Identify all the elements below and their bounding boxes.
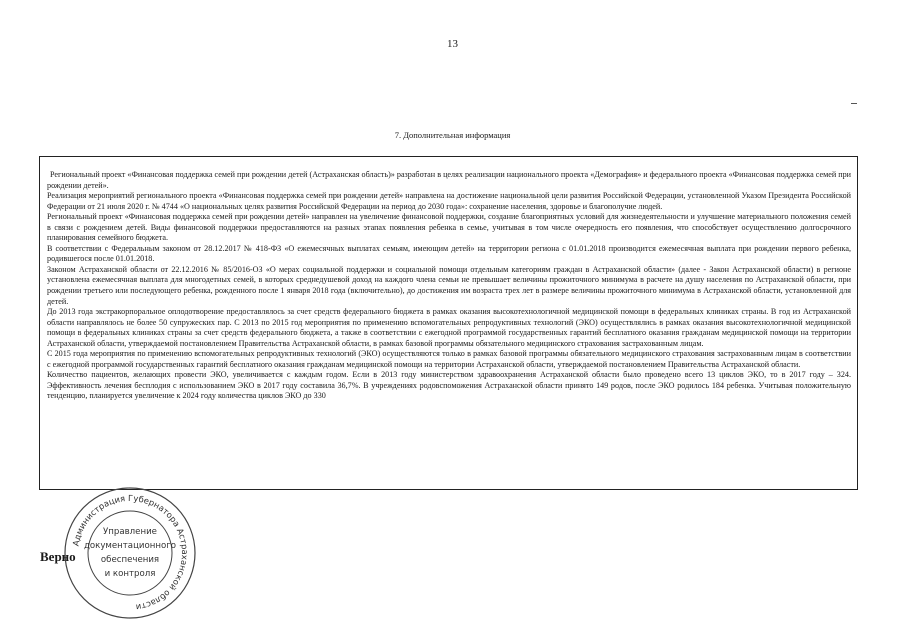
paragraph-eco-statistics: Количество пациентов, желающих провести ЭКО, увеличивается с каждым годом. Если в 2013 году министерством здравоохранения Астраханской области было проведено всего 13 циклов ЭКО, то в 2017 году – 324. Эффективность лечения бесплодия с использованием ЭКО в 2017 году составила 36,7%. В учреждениях родовспоможения Астраханской области принято 149 родов, после ЭКО родилось 184 ребенка. Учитывая положительную тенденцию, планируется увеличение к 2024 году количества циклов ЭКО до 330 bbox=[47, 370, 851, 401]
paragraph-eco-since-2015: С 2015 года мероприятия по применению вспомогательных репродуктивных технологий (ЭКО) осуществляются только в рамках базовой программы обязательного медицинского страхования застрахованным лицам в соответствии с ежегодной программой государственных гарантий бесплатного оказания гражданам медицинской помощи на территории Астраханской области, утверждаемой постановлением Правительства Астраханской области. bbox=[47, 349, 851, 369]
margin-tick-mark bbox=[851, 103, 857, 104]
page-number: 13 bbox=[447, 38, 458, 50]
additional-info-box bbox=[39, 156, 858, 490]
paragraph-regional-project: Региональный проект «Финансовая поддержка семей при рождении детей (Астраханская область)» разработан в целях реализации национального проекта «Демография» и федерального проекта «Финансовая поддержка семей при рождении детей». bbox=[47, 170, 851, 190]
section-title: 7. Дополнительная информация bbox=[394, 130, 511, 140]
stamp-inner-line-3: обеспечения bbox=[100, 555, 160, 565]
paragraph-eco-before-2013: До 2013 года экстракорпоральное оплодотворение предоставлялось за счет средств федерального бюджета в рамках оказания высокотехнологичной медицинской помощи в федеральных клиниках страны. В год из Астраханской области направлялось не более 50 супружеских пар. С 2013 по 2015 год мероприятия по применению вспомогательных репродуктивных технологий (ЭКО) осуществлялись в рамках оказания высокотехнологичной медицинской помощи в федеральных клиниках страны за счет средств федерального бюджета, а также в соответствии с ежегодной программой государственных гарантий бесплатного оказания гражданам медицинской помощи на территории Астраханской области, утверждаемой постановлением Правительства Астраханской области, в рамках базовой программы обязательного медицинского страхования застрахованным лицам. bbox=[47, 307, 851, 348]
stamp-inner-line-2: документационного bbox=[83, 541, 177, 551]
paragraph-regional-law: Законом Астраханской области от 22.12.2016 № 85/2016-ОЗ «О мерах социальной поддержки и социальной помощи отдельным категориям граждан в Астраханской области» (далее - Закон Астраханской области) в регионе установлена ежемесячная выплата для многодетных семей, в которых среднедушевой доход на каждого члена семьи не превышает величины прожиточного минимума в расчете на душу населения по Астраханской области, при рождении третьего или последующего ребенка, рожденного после 1 января 2018 года (включительно), до достижения им возраста трех лет в размере величины прожиточного минимума в Астраханской области, установленной для детей. bbox=[47, 264, 851, 306]
stamp-inner-line-1: Управление bbox=[103, 527, 157, 537]
stamp-inner-line-4: и контроля bbox=[104, 569, 156, 579]
paragraph-financial-support: Региональный проект «Финансовая поддержка семей при рождении детей» направлен на увеличение финансовой поддержки, создание благоприятных условий для жизнедеятельности и улучшение материального положения семей в связи с рождением детей. Виды финансовой поддержки предоставляются на разных этапах появления ребенка в семье, учитывая в том числе очередность его появления, что способствует осуществлению долгосрочного планирования семейного бюджета. bbox=[47, 212, 851, 243]
verify-label: Верно bbox=[40, 549, 76, 564]
paragraph-federal-law: В соответствии с Федеральным законом от 28.12.2017 № 418-ФЗ «О ежемесячных выплатах семьям, имеющим детей» на территории региона с 01.01.2018 производится ежемесячная выплата при рождении первого ребенка, родившегося после 01.01.2018. bbox=[47, 243, 851, 264]
official-stamp bbox=[63, 486, 197, 620]
stamp-ring-text: Администрация Губернатора Астраханской области bbox=[70, 492, 191, 613]
paragraph-national-goal: Реализация мероприятий регионального проекта «Финансовая поддержка семей при рождении детей» направлена на достижение национальной цели развития Российской Федерации, установленной Указом Президента Российской Федерации от 21 июля 2020 г. № 4744 «О национальных целях развития Российской Федерации на период до 2030 года»: сохранение населения, здоровье и благополучие людей. bbox=[47, 191, 851, 211]
